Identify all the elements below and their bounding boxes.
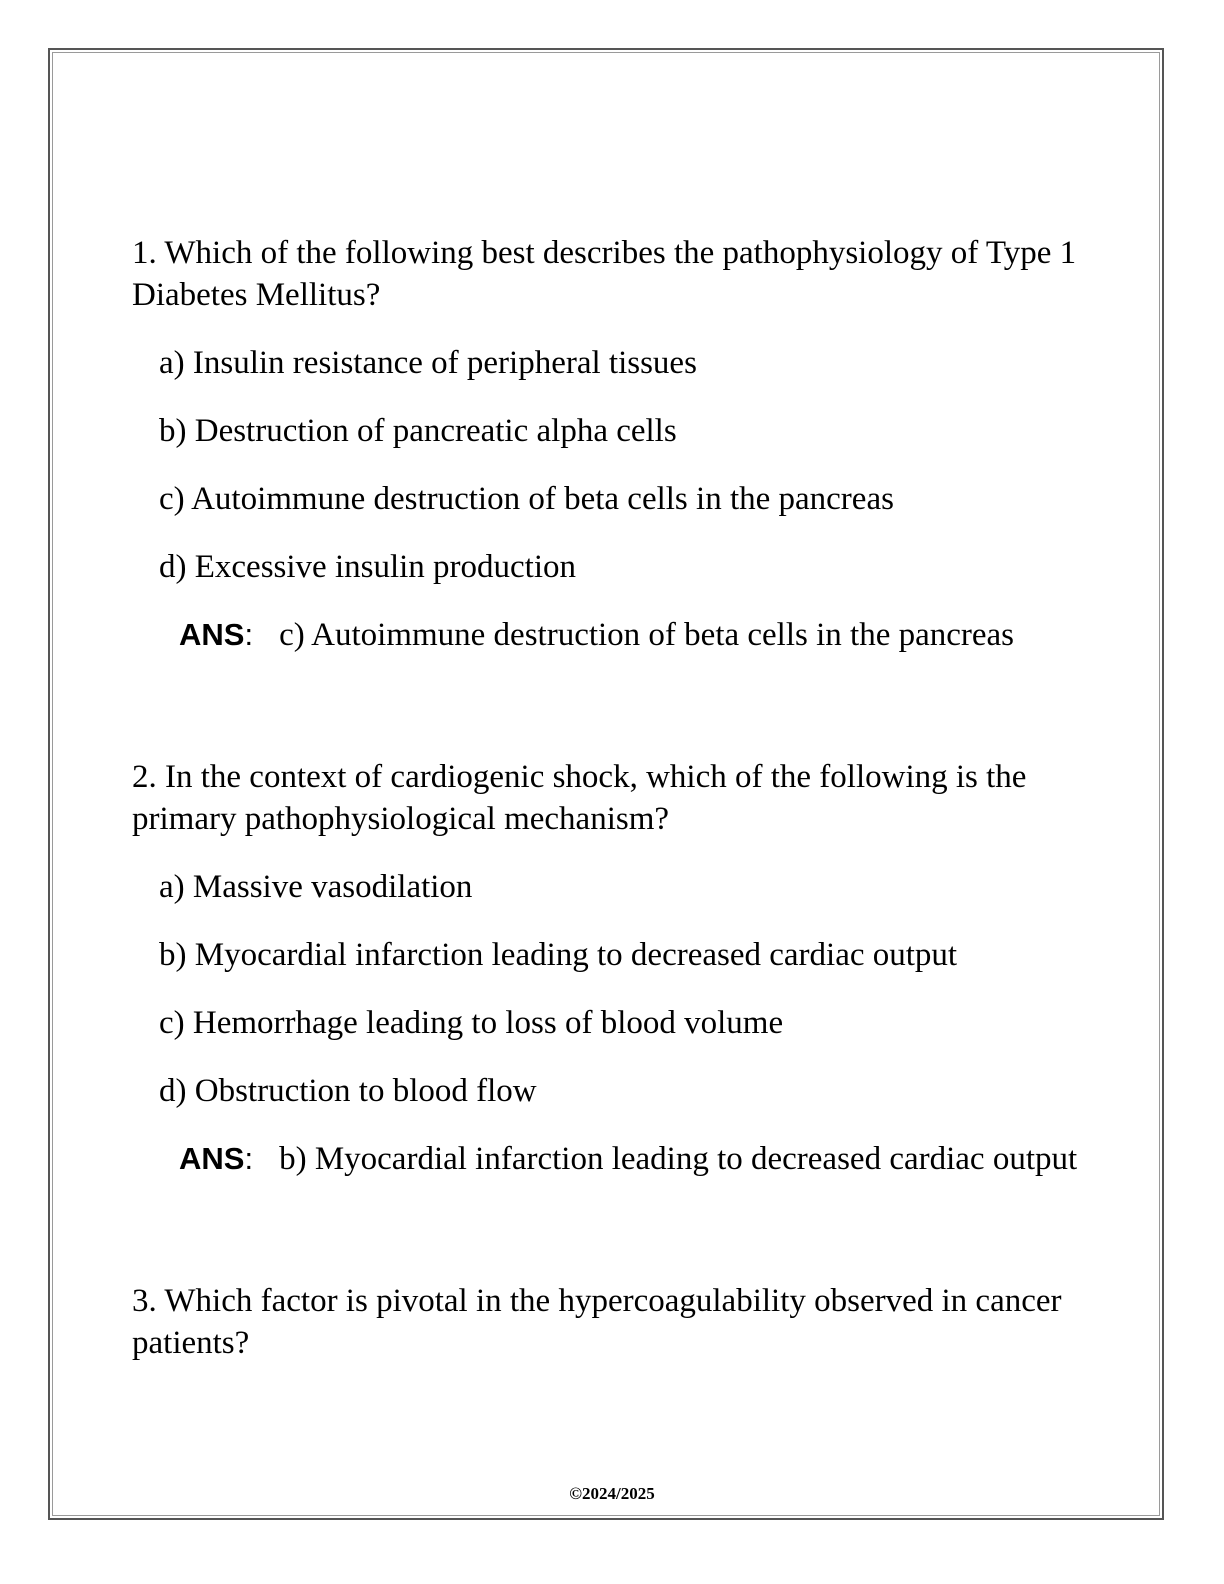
question-2-option-d: d) Obstruction to blood flow	[159, 1073, 537, 1109]
question-1-answer	[132, 614, 1092, 656]
document-body	[132, 232, 1092, 1364]
answer-colon: :	[244, 1141, 254, 1176]
question-1	[132, 232, 1092, 656]
answer-text: c) Autoimmune destruction of beta cells in the pancreas	[279, 617, 1015, 653]
question-2-option-c: c) Hemorrhage leading to loss of blood volume	[159, 1005, 784, 1041]
answer-label: ANS	[179, 1141, 245, 1176]
question-1-option-c: c) Autoimmune destruction of beta cells in the pancreas	[159, 481, 894, 517]
question-3	[132, 1280, 1092, 1364]
question-1-text	[132, 232, 1092, 316]
question-2-answer	[132, 1138, 1092, 1180]
question-3-text	[132, 1280, 1092, 1364]
question-stem: Which factor is pivotal in the hypercoagulability observed in cancer patients?	[132, 1283, 1062, 1361]
question-2-option-a: a) Massive vasodilation	[159, 869, 473, 905]
question-2-option-b: b) Myocardial infarction leading to decreased cardiac output	[159, 937, 958, 973]
question-1-option-a: a) Insulin resistance of peripheral tissues	[159, 345, 697, 381]
answer-colon: :	[244, 617, 254, 652]
question-1-option-d: d) Excessive insulin production	[159, 549, 577, 585]
question-number: 2.	[132, 759, 157, 795]
question-stem: Which of the following best describes the pathophysiology of Type 1 Diabetes Mellitus?	[132, 235, 1077, 313]
question-number: 1.	[132, 235, 157, 271]
question-2-text	[132, 756, 1092, 840]
question-number: 3.	[132, 1283, 157, 1319]
question-2	[132, 756, 1092, 1180]
answer-label: ANS	[179, 617, 245, 652]
question-stem: In the context of cardiogenic shock, which of the following is the primary pathophysiological mechanism?	[132, 759, 1027, 837]
question-1-option-b: b) Destruction of pancreatic alpha cells	[159, 413, 677, 449]
copyright-footer: ©2024/2025	[569, 1484, 655, 1503]
answer-text: b) Myocardial infarction leading to decreased cardiac output	[279, 1141, 1078, 1177]
